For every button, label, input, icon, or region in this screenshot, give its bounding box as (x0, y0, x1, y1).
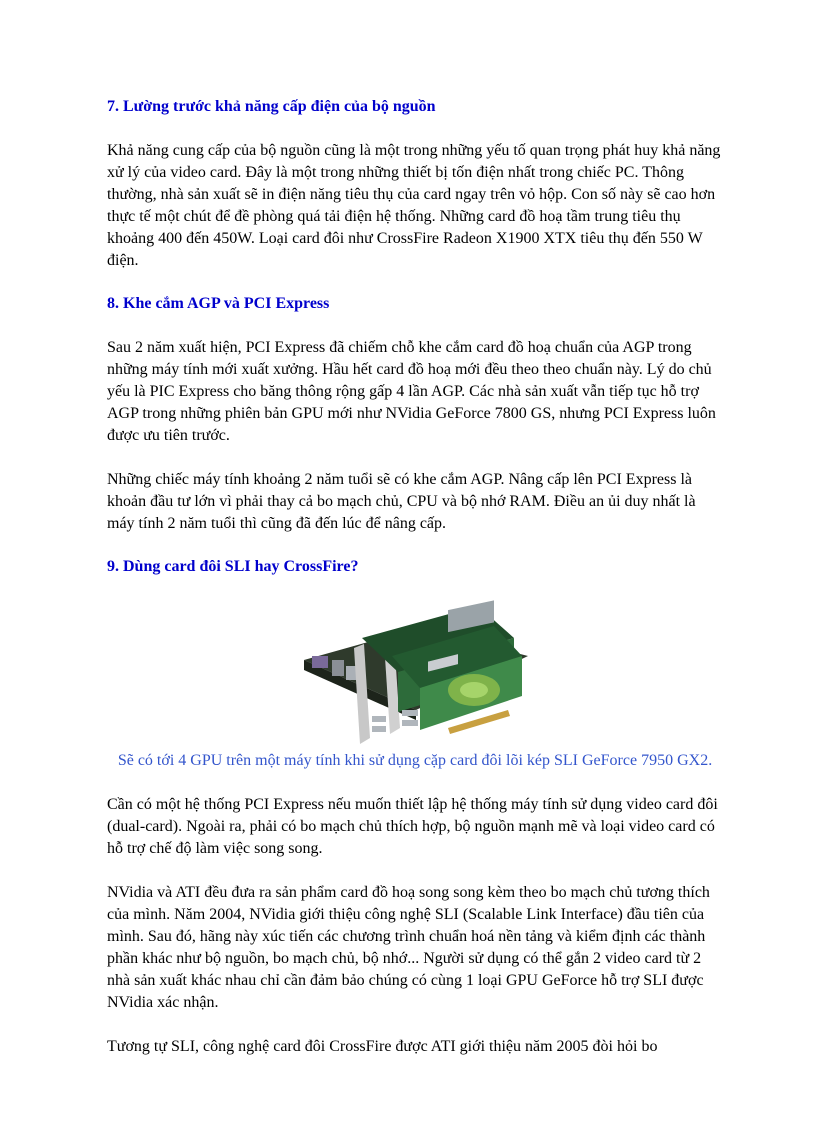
graphics-card-photo-icon (298, 598, 530, 748)
section-9-paragraph-3: Tương tự SLI, công nghệ card đôi CrossFire được ATI giới thiệu năm 2005 đòi hỏi bo (107, 1038, 658, 1055)
section-8-paragraph-1: Sau 2 năm xuất hiện, PCI Express đã chiếm chỗ khe cắm card đồ hoạ chuẩn của AGP trong những máy tính mới xuất xưởng. Hầu hết card đồ hoạ mới đều theo theo chuẩn này. Lý do chủ yếu là PIC Express cho băng thông rộng gấp 4 lần AGP. Các nhà sản xuất vẫn tiếp tục hỗ trợ AGP trong những phiên bản GPU mới như NVidia GeForce 7800 GS, nhưng PCI Express luôn được ưu tiên trước. (107, 339, 716, 444)
section-9-heading: 9. Dùng card đôi SLI hay CrossFire? (107, 558, 359, 575)
figure-caption: Sẽ có tới 4 GPU trên một máy tính khi sử dụng cặp card đôi lõi kép SLI GeForce 7950 GX2. (117, 752, 713, 769)
section-9-paragraph-1: Cần có một hệ thống PCI Express nếu muốn thiết lập hệ thống máy tính sử dụng video card đôi (dual-card). Ngoài ra, phải có bo mạch chủ thích hợp, bộ nguồn mạnh mẽ và loại video card có hỗ trợ chế độ làm việc song song. (107, 796, 718, 857)
graphics-card-figure (107, 598, 722, 750)
section-8-paragraph-2: Những chiếc máy tính khoảng 2 năm tuổi sẽ có khe cắm AGP. Nâng cấp lên PCI Express là khoản đầu tư lớn vì phải thay cả bo mạch chủ, CPU và bộ nhớ RAM. Điều an ủi duy nhất là máy tính 2 năm tuổi thì cũng đã đến lúc để nâng cấp. (107, 471, 696, 532)
section-8-heading: 8. Khe cắm AGP và PCI Express (107, 295, 330, 312)
section-7-paragraph-1: Khả năng cung cấp của bộ nguồn cũng là một trong những yếu tố quan trọng phát huy khả năng xử lý của video card. Đây là một trong những thiết bị tốn điện nhất trong chiếc PC. Thông thường, nhà sản xuất sẽ in điện năng tiêu thụ của card ngay trên vỏ hộp. Con số này sẽ cao hơn thực tế một chút để đề phòng quá tải điện hệ thống. Những card đồ hoạ tầm trung tiêu thụ khoảng 400 đến 450W. Loại card đôi như CrossFire Radeon X1900 XTX tiêu thụ đến 550 W điện. (107, 142, 721, 269)
document-page (107, 96, 722, 1058)
section-9-paragraph-2: NVidia và ATI đều đưa ra sản phẩm card đồ hoạ song song kèm theo bo mạch chủ tương thích của mình. Năm 2004, NVidia giới thiệu công nghệ SLI (Scalable Link Interface) đầu tiên của mình. Sau đó, hãng này xúc tiến các chương trình chuẩn hoá nền tảng và kiểm định các thành phần khác như bộ nguồn, bo mạch chủ, bộ nhớ... Người sử dụng có thể gắn 2 video card từ 2 nhà sản xuất khác nhau chỉ cần đảm bảo chúng có cùng 1 loại GPU GeForce hỗ trợ SLI được NVidia xác nhận. (107, 884, 710, 1011)
section-7-heading: 7. Lường trước khả năng cấp điện của bộ nguồn (107, 98, 436, 115)
